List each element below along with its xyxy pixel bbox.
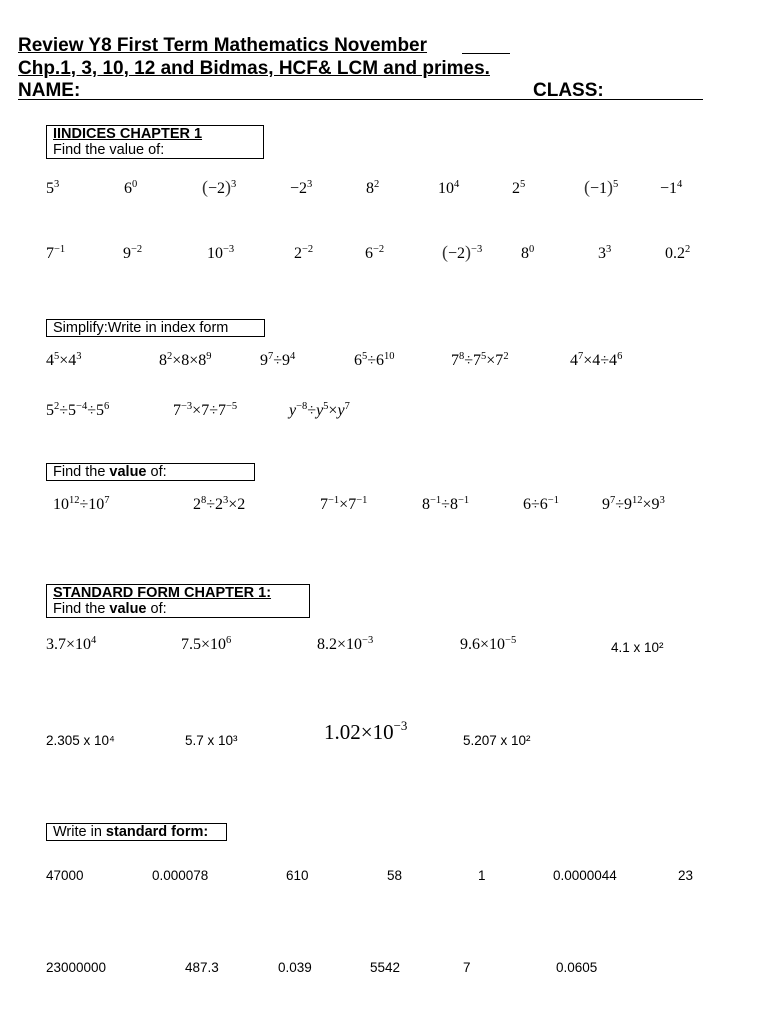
find-value-item: $10^{12}\div 10^7$ (53, 495, 110, 513)
find-value-item: $6\div 6^{-1}$ (523, 495, 559, 513)
write-standard-row2-item: 5542 (370, 960, 401, 975)
standard-form-row2-item: 5.7 x 10³ (185, 733, 238, 748)
simplify-row1-item: $6^5\div 6^{10}$ (354, 351, 395, 369)
class-label: CLASS: (533, 80, 604, 101)
simplify-row1-item: $8^2\times 8\times 8^9$ (159, 351, 212, 369)
indices-section-box (46, 125, 264, 159)
write-standard-row2-item: 23000000 (46, 960, 107, 975)
write-standard-section-box (46, 823, 227, 841)
indices-instruction: Find the value of: (53, 142, 165, 158)
title-line-1-rule (462, 53, 510, 54)
indices-row1-item: $10^4$ (438, 179, 460, 197)
find-value-item: $2^8\div 2^3\times 2$ (193, 495, 246, 513)
simplify-row1-item: $4^5\times 4^3$ (46, 351, 82, 369)
write-standard-row1-item: 610 (286, 868, 309, 883)
simplify-section-title: Simplify:Write in index form (53, 320, 229, 336)
indices-row2-item: $(-2)^{-3}$ (442, 242, 483, 262)
write-standard-row1-item: 47000 (46, 868, 84, 883)
indices-row2-item: $10^{-3}$ (207, 244, 235, 262)
simplify-row2-item: $7^{-3}\times 7\div 7^{-5}$ (173, 401, 238, 419)
find-value-item: $9^7\div 9^{12}\times 9^3$ (602, 495, 665, 513)
indices-row1-item: $(-2)^3$ (202, 177, 237, 197)
standard-form-section-box (46, 584, 310, 618)
find-value-item: $8^{-1}\div 8^{-1}$ (422, 495, 470, 513)
simplify-section-box (46, 319, 265, 337)
indices-row2-item: $7^{-1}$ (46, 244, 66, 262)
name-label: NAME: (18, 80, 81, 101)
write-standard-row1-item: 58 (387, 868, 403, 883)
indices-row1-item: $8^2$ (366, 179, 380, 197)
indices-row2-item: $0.2^2$ (665, 244, 691, 262)
simplify-row1-item: $9^7\div 9^4$ (260, 351, 296, 369)
find-value-item: $7^{-1}\times 7^{-1}$ (320, 495, 368, 513)
indices-row2-item: $8^0$ (521, 244, 535, 262)
write-standard-row1-item: 1 (478, 868, 486, 883)
write-standard-row2-item: 487.3 (185, 960, 219, 975)
simplify-row1-item: $7^8\div 7^5\times 7^2$ (451, 351, 509, 369)
indices-section-title: IINDICES CHAPTER 1 (53, 126, 203, 142)
write-standard-row2-item: 0.039 (278, 960, 312, 975)
find-value-section-title: Find the value of: (53, 464, 167, 480)
standard-form-instruction: Find the value of: (53, 601, 167, 617)
write-standard-section-title: Write in standard form: (53, 824, 209, 840)
standard-form-row1-item: $7.5\times 10^6$ (181, 635, 232, 653)
indices-row1-item: $-1^4$ (660, 179, 683, 197)
write-standard-row1-item: 23 (678, 868, 694, 883)
standard-form-row1-item: $8.2\times 10^{-3}$ (317, 635, 374, 653)
title-line-1: Review Y8 First Term Mathematics November (18, 35, 428, 56)
standard-form-row1-item: $9.6\times 10^{-5}$ (460, 635, 517, 653)
write-standard-row1-item: 0.0000044 (553, 868, 617, 883)
title-line-2: Chp.1, 3, 10, 12 and Bidmas, HCF& LCM and primes. (18, 58, 490, 79)
standard-form-row2-item: $1.02\times 10^{-3}$ (324, 718, 408, 744)
indices-row2-item: $3^3$ (598, 244, 612, 262)
find-value-section-box (46, 463, 255, 481)
standard-form-row1-item: $3.7\times 10^4$ (46, 635, 97, 653)
simplify-row2-item: $y^{-8}\div y^5\times y^7$ (289, 401, 350, 419)
indices-row1-item: $5^3$ (46, 179, 60, 197)
indices-row2-item: $6^{-2}$ (365, 244, 385, 262)
standard-form-row2-item: 5.207 x 10² (463, 733, 531, 748)
standard-form-section-title: STANDARD FORM CHAPTER 1: (53, 585, 272, 601)
indices-row2-item: $2^{-2}$ (294, 244, 314, 262)
simplify-row1-item: $4^7\times 4\div 4^6$ (570, 351, 623, 369)
write-standard-row2-item: 0.0605 (556, 960, 598, 975)
indices-row2-item: $9^{-2}$ (123, 244, 143, 262)
indices-row1-item: $6^0$ (124, 179, 138, 197)
write-standard-row2-item: 7 (463, 960, 471, 975)
standard-form-row2-item: 2.305 x 10⁴ (46, 733, 115, 748)
standard-form-row1-item: 4.1 x 10² (611, 640, 664, 655)
indices-row1-item: $-2^3$ (290, 179, 313, 197)
indices-row1-item: $(-1)^5$ (584, 177, 619, 197)
write-standard-row1-item: 0.000078 (152, 868, 209, 883)
indices-row1-item: $2^5$ (512, 179, 526, 197)
simplify-row2-item: $5^2\div 5^{-4}\div 5^6$ (46, 401, 110, 419)
